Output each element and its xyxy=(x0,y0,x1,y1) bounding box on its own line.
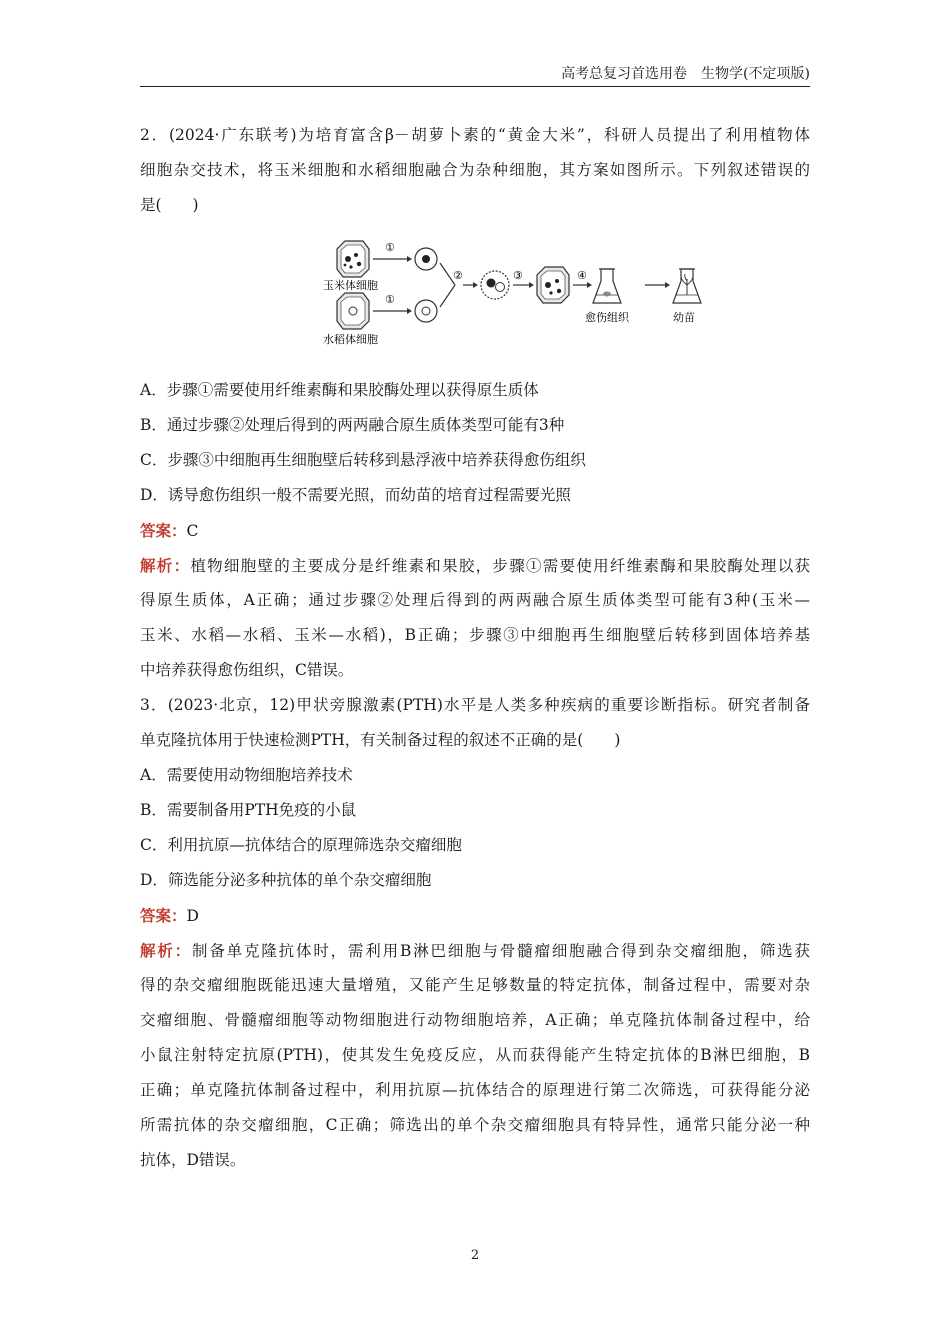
callus-label: 愈伤组织 xyxy=(585,311,629,324)
fused-protoplast-icon xyxy=(481,271,509,299)
answer-value: D xyxy=(186,907,199,925)
analysis-text: 玉米、水稻—水稻、玉米—水稻)，B正确；步骤③中细胞再生细胞壁后转移到固体培养基 xyxy=(140,626,810,644)
seedling-label: 幼苗 xyxy=(673,311,695,324)
analysis-text: 小鼠注射特定抗原(PTH)，使其发生免疫反应，从而获得能产生特定抗体的B淋巴细胞，B xyxy=(140,1046,810,1064)
analysis-text: 交瘤细胞、骨髓瘤细胞等动物细胞进行动物细胞培养，A正确；单克隆抗体制备过程中，给 xyxy=(140,1011,810,1029)
page-header xyxy=(140,62,810,87)
answer-value: C xyxy=(186,522,199,540)
seedling-diagram xyxy=(645,229,735,359)
answer-label: 答案： xyxy=(140,906,187,925)
hybridization-figure xyxy=(140,223,810,373)
analysis-line xyxy=(140,548,810,583)
rice-cell-label: 水稻体细胞 xyxy=(323,333,378,346)
corn-cell-label: 玉米体细胞 xyxy=(323,279,378,292)
analysis-text: 植物细胞壁的主要成分是纤维素和果胶，步骤①需要使用纤维素酶和果胶酶处理以获 xyxy=(190,557,810,575)
analysis-text: 得的杂交瘤细胞既能迅速大量增殖，又能产生足够数量的特定抗体，制备过程中，需要对杂 xyxy=(140,976,810,994)
corn-cell-icon xyxy=(337,241,369,277)
process-diagram xyxy=(315,229,645,359)
rice-cell-icon xyxy=(337,293,369,329)
question-text: 是( ) xyxy=(140,196,199,214)
analysis-label: 解析： xyxy=(140,556,191,575)
callus-flask-icon xyxy=(593,269,621,303)
seedling-flask-icon xyxy=(673,269,701,303)
analysis-text: 抗体，D错误。 xyxy=(140,1151,246,1169)
question-text: 细胞杂交技术，将玉米细胞和水稻细胞融合为杂种细胞，其方案如图所示。下列叙述错误的 xyxy=(140,161,810,179)
analysis-label: 解析： xyxy=(140,941,192,960)
option-d: D．诱导愈伤组织一般不需要光照，而幼苗的培育过程需要光照 xyxy=(140,486,571,504)
answer-label: 答案： xyxy=(140,521,187,540)
step-1-label: ① xyxy=(385,241,395,254)
question-text: 2．(2024·广东联考)为培育富含β－胡萝卜素的“黄金大米”，科研人员提出了利用植物体 xyxy=(140,126,810,144)
analysis-text: 得原生质体，A正确；通过步骤②处理后得到的两两融合原生质体类型可能有3种(玉米— xyxy=(140,591,810,609)
option-a: A．步骤①需要使用纤维素酶和果胶酶处理以获得原生质体 xyxy=(140,381,539,399)
step-1b-label: ① xyxy=(385,293,395,306)
rice-protoplast-icon xyxy=(415,300,437,322)
answer-line xyxy=(140,513,810,548)
question-text: 3．(2023·北京，12)甲状旁腺激素(PTH)水平是人类多种疾病的重要诊断指标。研究者制备 xyxy=(140,696,810,714)
page-number: 2 xyxy=(470,1248,480,1263)
question-text: 单克隆抗体用于快速检测PTH，有关制备过程的叙述不正确的是( ) xyxy=(140,731,621,749)
option-b: B．需要制备用PTH免疫的小鼠 xyxy=(140,801,357,819)
option-a: A．需要使用动物细胞培养技术 xyxy=(140,766,353,784)
analysis-text: 所需抗体的杂交瘤细胞，C正确；筛选出的单个杂交瘤细胞具有特异性，通常只能分泌一种 xyxy=(140,1116,810,1134)
option-d: D．筛选能分泌多种抗体的单个杂交瘤细胞 xyxy=(140,871,432,889)
document-body xyxy=(140,118,810,1178)
option-c: C．利用抗原—抗体结合的原理筛选杂交瘤细胞 xyxy=(140,836,462,854)
step-4-label: ④ xyxy=(577,269,587,282)
header-title: 高考总复习首选用卷 生物学(不定项版) xyxy=(561,66,810,82)
answer-line xyxy=(140,898,810,933)
option-b: B．通过步骤②处理后得到的两两融合原生质体类型可能有3种 xyxy=(140,416,565,434)
hybrid-cell-icon xyxy=(537,267,569,303)
corn-protoplast-icon xyxy=(415,248,437,270)
analysis-text: 制备单克隆抗体时，需利用B淋巴细胞与骨髓瘤细胞融合得到杂交瘤细胞，筛选获 xyxy=(192,942,810,960)
analysis-line xyxy=(140,933,810,968)
analysis-text: 中培养获得愈伤组织，C错误。 xyxy=(140,661,354,679)
analysis-text: 正确；单克隆抗体制备过程中，利用抗原—抗体结合的原理进行第二次筛选，可获得能分泌 xyxy=(140,1081,810,1099)
option-c: C．步骤③中细胞再生细胞壁后转移到悬浮液中培养获得愈伤组织 xyxy=(140,451,586,469)
step-3-label: ③ xyxy=(513,269,523,282)
step-2-label: ② xyxy=(453,269,463,282)
